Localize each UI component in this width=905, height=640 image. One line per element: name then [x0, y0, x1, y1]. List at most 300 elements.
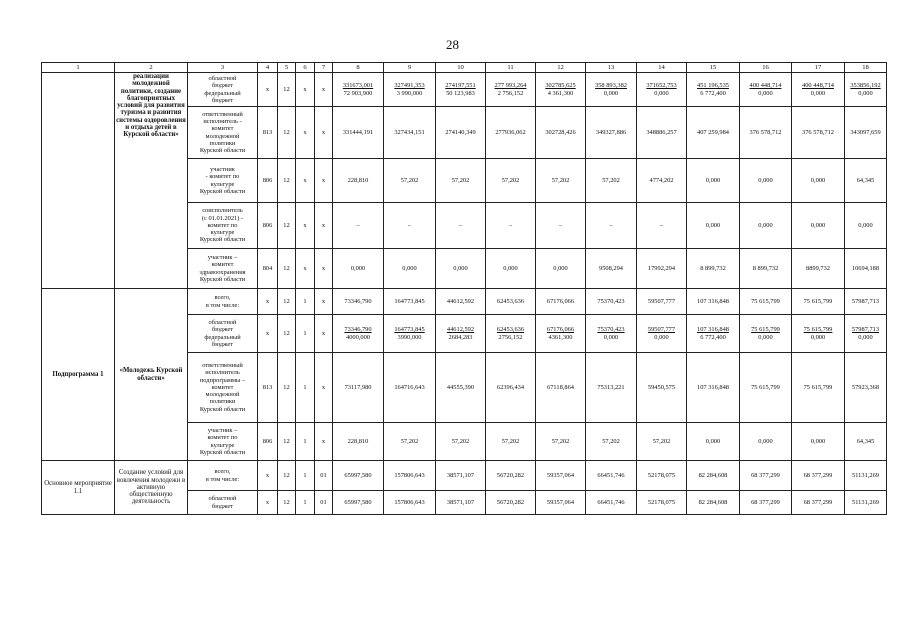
- value-text: 358 893,382: [595, 82, 627, 90]
- code-cell: x: [315, 353, 333, 423]
- value-text: 0,000: [858, 333, 873, 341]
- value-cell: [586, 203, 637, 249]
- value-text: 57,202: [451, 437, 470, 445]
- value-text: –: [659, 221, 664, 229]
- value-text: 371652,753: [646, 82, 677, 90]
- code-cell: 01: [315, 491, 333, 515]
- value-text: 68 377,299: [803, 471, 833, 479]
- value-cell: [333, 159, 384, 203]
- code-cell: x: [296, 249, 315, 289]
- value-cell: [637, 203, 687, 249]
- value-text: 38571,107: [446, 498, 475, 506]
- value-cell: [792, 159, 845, 203]
- code-cell: 12: [278, 107, 296, 159]
- value-text: 0,000: [654, 89, 669, 97]
- value-text: 277936,062: [495, 128, 526, 136]
- value-text: 72 903,900: [343, 89, 373, 97]
- value-text: 73346,790: [344, 297, 372, 305]
- column-header: 5: [278, 63, 296, 73]
- value-cell: [687, 107, 740, 159]
- value-text: 59357,064: [546, 471, 575, 479]
- value-cell: [486, 461, 536, 491]
- value-text: 0,000: [758, 437, 773, 445]
- value-cell: [384, 491, 436, 515]
- value-cell: [637, 159, 687, 203]
- column-header: 8: [333, 63, 384, 73]
- value-text: 75 615,799: [751, 297, 780, 305]
- code-cell: 01: [315, 461, 333, 491]
- value-text: 75 615,799: [751, 326, 780, 334]
- value-cell: [536, 107, 586, 159]
- value-text: 75313,221: [597, 383, 625, 391]
- value-text: 44612,592: [446, 326, 475, 334]
- value-cell: [384, 249, 436, 289]
- value-text: 59357,064: [546, 498, 575, 506]
- value-cell: [792, 315, 845, 353]
- value-cell: [486, 249, 536, 289]
- value-text: 107 316,848: [697, 326, 729, 334]
- value-text: 0,000: [810, 176, 826, 184]
- value-cell: [845, 461, 887, 491]
- code-cell: 806: [258, 159, 278, 203]
- code-cell: x: [258, 461, 278, 491]
- value-cell: [637, 73, 687, 107]
- value-text: 67118,864: [547, 383, 574, 391]
- value-cell: [792, 107, 845, 159]
- value-text: 44555,390: [446, 383, 475, 391]
- value-cell: [486, 315, 536, 353]
- value-cell: [637, 249, 687, 289]
- value-text: 57987,713: [851, 297, 880, 305]
- value-text: 57923,368: [851, 383, 880, 391]
- value-cell: [333, 107, 384, 159]
- column-header: 7: [315, 63, 333, 73]
- value-cell: [637, 423, 687, 461]
- program-name-cell: Создание условий для вовлечения молодежи в активную общественную деятельность: [115, 461, 188, 515]
- executor-cell: областной бюджет: [188, 491, 258, 515]
- value-text: 73117,980: [344, 383, 372, 391]
- value-cell: [586, 289, 637, 315]
- value-cell: [536, 159, 586, 203]
- column-header: 1: [42, 63, 115, 73]
- value-text: 3990,000: [397, 333, 422, 341]
- value-text: 57,202: [501, 176, 520, 184]
- value-cell: [586, 423, 637, 461]
- value-text: 65997,580: [344, 498, 372, 506]
- value-cell: [740, 289, 792, 315]
- table-row: [42, 289, 887, 315]
- value-text: 82 284,608: [698, 498, 728, 506]
- value-cell: [637, 289, 687, 315]
- code-cell: x: [315, 423, 333, 461]
- value-text: 164773,845: [394, 297, 425, 305]
- value-cell: [436, 249, 486, 289]
- value-cell: [333, 73, 384, 107]
- value-cell: [536, 461, 586, 491]
- value-cell: [637, 461, 687, 491]
- value-text: 164773,845: [394, 326, 425, 334]
- value-text: 51131,269: [852, 498, 879, 506]
- column-header: 13: [586, 63, 637, 73]
- value-text: 59507,777: [647, 297, 676, 305]
- value-text: 17992,294: [647, 264, 676, 272]
- value-cell: [586, 107, 637, 159]
- code-cell: x: [315, 289, 333, 315]
- value-text: 66451,746: [597, 498, 625, 506]
- code-cell: x: [315, 315, 333, 353]
- value-cell: [436, 289, 486, 315]
- value-text: 0,000: [858, 221, 873, 229]
- value-cell: [536, 73, 586, 107]
- value-cell: [740, 491, 792, 515]
- value-text: 274140,349: [445, 128, 476, 136]
- code-cell: 12: [278, 249, 296, 289]
- value-cell: [845, 107, 887, 159]
- column-header: 9: [384, 63, 436, 73]
- column-header-row: [42, 63, 887, 73]
- column-header: 14: [637, 63, 687, 73]
- value-cell: [845, 315, 887, 353]
- code-cell: x: [315, 107, 333, 159]
- table-row: [42, 73, 887, 107]
- value-text: 0,000: [503, 264, 518, 272]
- value-cell: [486, 107, 536, 159]
- column-header: 2: [115, 63, 188, 73]
- column-header: 16: [740, 63, 792, 73]
- value-text: 400 448,714: [802, 82, 834, 90]
- executor-cell: ответственный исполнитель подпрограммы – комитет молодежной политики Курской области: [188, 353, 258, 423]
- value-cell: [740, 203, 792, 249]
- value-cell: [384, 423, 436, 461]
- value-cell: [740, 249, 792, 289]
- value-cell: [436, 461, 486, 491]
- value-text: 376 578,712: [749, 128, 782, 136]
- code-cell: 1: [296, 461, 315, 491]
- value-cell: [384, 107, 436, 159]
- value-text: 327434,151: [394, 128, 425, 136]
- value-text: 0,000: [758, 89, 773, 97]
- column-header: 10: [436, 63, 486, 73]
- value-text: 0,000: [810, 333, 826, 341]
- code-cell: 1: [296, 315, 315, 353]
- value-cell: [536, 423, 586, 461]
- value-text: 349327,886: [595, 128, 627, 136]
- code-cell: x: [258, 289, 278, 315]
- value-text: 57,202: [501, 437, 520, 445]
- value-cell: [333, 315, 384, 353]
- value-text: 302785,625: [545, 82, 576, 90]
- value-cell: [792, 289, 845, 315]
- program-name-cell: реализации молодежной политики, создание благоприятных условий для развития туризма и развития системы оздоровления и отдыха детей в Курской области»: [115, 73, 188, 289]
- value-text: 302728,426: [545, 128, 576, 136]
- value-text: 4774,202: [649, 176, 674, 184]
- value-text: 51131,269: [852, 471, 879, 479]
- value-text: 68 377,299: [751, 471, 780, 479]
- value-text: 52178,075: [647, 498, 676, 506]
- value-cell: [845, 249, 887, 289]
- value-text: –: [609, 221, 613, 229]
- executor-cell: всего, в том числе:: [188, 289, 258, 315]
- value-cell: [536, 491, 586, 515]
- value-cell: [586, 73, 637, 107]
- value-cell: [436, 423, 486, 461]
- column-header: 6: [296, 63, 315, 73]
- value-text: 75 615,799: [803, 383, 833, 391]
- value-text: 6 772,400: [700, 89, 726, 97]
- value-text: 57,202: [602, 437, 620, 445]
- program-label-cell: [42, 73, 115, 289]
- value-text: 277 993,264: [494, 82, 527, 90]
- value-text: 68 377,299: [751, 498, 780, 506]
- value-text: 400 448,714: [749, 82, 782, 90]
- code-cell: 12: [278, 491, 296, 515]
- value-cell: [486, 159, 536, 203]
- value-text: 228,810: [347, 176, 369, 184]
- program-name-cell: «Молодежь Курской области»: [115, 289, 188, 461]
- value-text: 59450,575: [647, 383, 676, 391]
- value-text: 8 899,732: [752, 264, 779, 272]
- value-text: 66451,746: [597, 471, 625, 479]
- value-text: 59507,777: [647, 326, 676, 334]
- value-cell: [436, 353, 486, 423]
- code-cell: x: [315, 203, 333, 249]
- code-cell: 813: [258, 353, 278, 423]
- code-cell: x: [296, 107, 315, 159]
- value-text: 164716,643: [394, 383, 425, 391]
- value-cell: [687, 289, 740, 315]
- value-cell: [384, 73, 436, 107]
- value-text: 228,810: [347, 437, 369, 445]
- value-cell: [687, 423, 740, 461]
- value-text: 57,202: [652, 437, 671, 445]
- value-text: 0,000: [553, 264, 568, 272]
- value-text: 0,000: [705, 176, 721, 184]
- value-cell: [792, 73, 845, 107]
- executor-cell: областной бюджет федеральный бюджет: [188, 73, 258, 107]
- code-cell: 12: [278, 461, 296, 491]
- value-text: 157806,643: [394, 498, 425, 506]
- value-text: 451 196,535: [697, 82, 729, 90]
- code-cell: 12: [278, 203, 296, 249]
- value-text: 8 899,732: [700, 264, 726, 272]
- value-text: 0,000: [402, 264, 417, 272]
- column-header: 4: [258, 63, 278, 73]
- value-cell: [845, 203, 887, 249]
- value-cell: [384, 353, 436, 423]
- value-text: 376 578,712: [802, 128, 834, 136]
- value-text: 3 990,000: [396, 89, 423, 97]
- value-text: 0,000: [858, 89, 873, 97]
- value-text: 0,000: [810, 89, 826, 97]
- program-label-cell: Основное мероприятие 1.1: [42, 461, 115, 515]
- code-cell: x: [315, 159, 333, 203]
- value-cell: [586, 159, 637, 203]
- executor-cell: областной бюджет федеральный бюджет: [188, 315, 258, 353]
- value-cell: [586, 353, 637, 423]
- value-text: 82 284,608: [698, 471, 728, 479]
- value-text: 0,000: [453, 264, 468, 272]
- value-cell: [486, 353, 536, 423]
- code-cell: 806: [258, 203, 278, 249]
- value-cell: [384, 461, 436, 491]
- value-text: 57987,713: [851, 326, 880, 334]
- value-text: 2684,283: [448, 333, 473, 341]
- value-cell: [740, 73, 792, 107]
- code-cell: 12: [278, 289, 296, 315]
- value-cell: [436, 73, 486, 107]
- page-number: 28: [446, 37, 459, 52]
- value-cell: [536, 249, 586, 289]
- executor-cell: участник - комитет по культуре Курской области: [188, 159, 258, 203]
- value-text: –: [558, 221, 563, 229]
- value-text: 56720,282: [496, 471, 525, 479]
- code-cell: x: [315, 73, 333, 107]
- value-text: 57,202: [400, 437, 419, 445]
- column-header: 18: [845, 63, 887, 73]
- value-text: 8899,732: [806, 264, 830, 272]
- value-cell: [792, 203, 845, 249]
- value-text: –: [458, 221, 463, 229]
- value-cell: [740, 107, 792, 159]
- value-text: 4000,000: [346, 333, 370, 341]
- value-text: 348886,257: [646, 128, 677, 136]
- value-text: 0,000: [758, 333, 773, 341]
- value-text: 62396,434: [496, 383, 525, 391]
- value-text: 0,000: [603, 89, 619, 97]
- value-text: 0,000: [810, 437, 826, 445]
- value-cell: [536, 203, 586, 249]
- code-cell: 1: [296, 353, 315, 423]
- value-text: 0,000: [705, 437, 721, 445]
- value-text: 0,000: [810, 221, 826, 229]
- code-cell: 12: [278, 353, 296, 423]
- value-cell: [637, 315, 687, 353]
- value-cell: [486, 203, 536, 249]
- value-cell: [687, 249, 740, 289]
- value-text: 67176,066: [546, 326, 575, 334]
- program-label-cell: Подпрограмма 1: [42, 289, 115, 461]
- value-cell: [486, 73, 536, 107]
- value-cell: [586, 315, 637, 353]
- code-cell: 1: [296, 491, 315, 515]
- column-header: 12: [536, 63, 586, 73]
- value-cell: [792, 461, 845, 491]
- value-text: 0,000: [603, 333, 619, 341]
- code-cell: 1: [296, 423, 315, 461]
- value-text: 107 316,848: [697, 383, 729, 391]
- executor-cell: соисполнитель (с 01.01.2021) - комитет по культуре Курской области: [188, 203, 258, 249]
- value-cell: [845, 423, 887, 461]
- value-cell: [687, 203, 740, 249]
- value-text: –: [407, 221, 412, 229]
- value-cell: [845, 353, 887, 423]
- value-cell: [436, 107, 486, 159]
- value-text: 52178,075: [647, 471, 676, 479]
- code-cell: 12: [278, 423, 296, 461]
- code-cell: x: [258, 491, 278, 515]
- code-cell: x: [258, 73, 278, 107]
- value-text: 57,202: [602, 176, 620, 184]
- value-text: 56720,282: [496, 498, 525, 506]
- value-cell: [384, 159, 436, 203]
- column-header: 17: [792, 63, 845, 73]
- column-header: 15: [687, 63, 740, 73]
- value-cell: [536, 315, 586, 353]
- value-text: 67176,066: [546, 297, 575, 305]
- value-cell: [740, 461, 792, 491]
- value-cell: [486, 423, 536, 461]
- value-cell: [384, 289, 436, 315]
- code-cell: x: [296, 73, 315, 107]
- value-cell: [792, 353, 845, 423]
- value-text: 0,000: [350, 264, 366, 272]
- value-text: 6 772,400: [700, 333, 726, 341]
- value-text: 353856,192: [850, 82, 881, 90]
- code-cell: 1: [296, 289, 315, 315]
- value-text: 50 123,983: [446, 89, 475, 97]
- value-text: 107 316,848: [697, 297, 729, 305]
- value-cell: [687, 353, 740, 423]
- value-text: 75370,423: [597, 297, 625, 305]
- code-cell: x: [315, 249, 333, 289]
- value-text: 64,345: [856, 176, 875, 184]
- code-cell: 813: [258, 107, 278, 159]
- value-text: 75 615,799: [751, 383, 780, 391]
- executor-cell: ответственный исполнитель - комитет молодежной политики Курской области: [188, 107, 258, 159]
- value-text: 44612,592: [446, 297, 475, 305]
- value-cell: [740, 353, 792, 423]
- code-cell: x: [258, 315, 278, 353]
- table-row: [42, 461, 887, 491]
- value-cell: [586, 249, 637, 289]
- code-cell: 804: [258, 249, 278, 289]
- value-text: 0,000: [758, 221, 773, 229]
- value-cell: [687, 315, 740, 353]
- value-text: 4 361,300: [547, 89, 574, 97]
- value-text: 75370,423: [597, 326, 625, 334]
- executor-cell: участник – комитет здравоохранения Курской области: [188, 249, 258, 289]
- value-cell: [687, 491, 740, 515]
- value-text: 2 756,152: [497, 89, 524, 97]
- code-cell: 806: [258, 423, 278, 461]
- value-text: 343097,659: [850, 128, 881, 136]
- value-text: 38571,107: [446, 471, 475, 479]
- value-cell: [333, 289, 384, 315]
- value-cell: [845, 289, 887, 315]
- column-header: 11: [486, 63, 536, 73]
- value-text: 0,000: [758, 176, 773, 184]
- value-cell: [845, 73, 887, 107]
- value-cell: [436, 159, 486, 203]
- value-cell: [792, 491, 845, 515]
- executor-cell: всего, в том числе:: [188, 461, 258, 491]
- value-text: 274197,551: [445, 82, 476, 90]
- value-cell: [740, 315, 792, 353]
- value-text: 62453,636: [496, 297, 525, 305]
- value-cell: [687, 73, 740, 107]
- value-cell: [845, 159, 887, 203]
- value-cell: [792, 423, 845, 461]
- value-text: 2756,152: [498, 333, 523, 341]
- value-text: 64,345: [856, 437, 875, 445]
- value-cell: [740, 159, 792, 203]
- code-cell: 12: [278, 73, 296, 107]
- value-text: 0,000: [705, 221, 721, 229]
- value-cell: [486, 289, 536, 315]
- value-cell: [436, 315, 486, 353]
- value-cell: [384, 203, 436, 249]
- value-text: 57,202: [551, 176, 570, 184]
